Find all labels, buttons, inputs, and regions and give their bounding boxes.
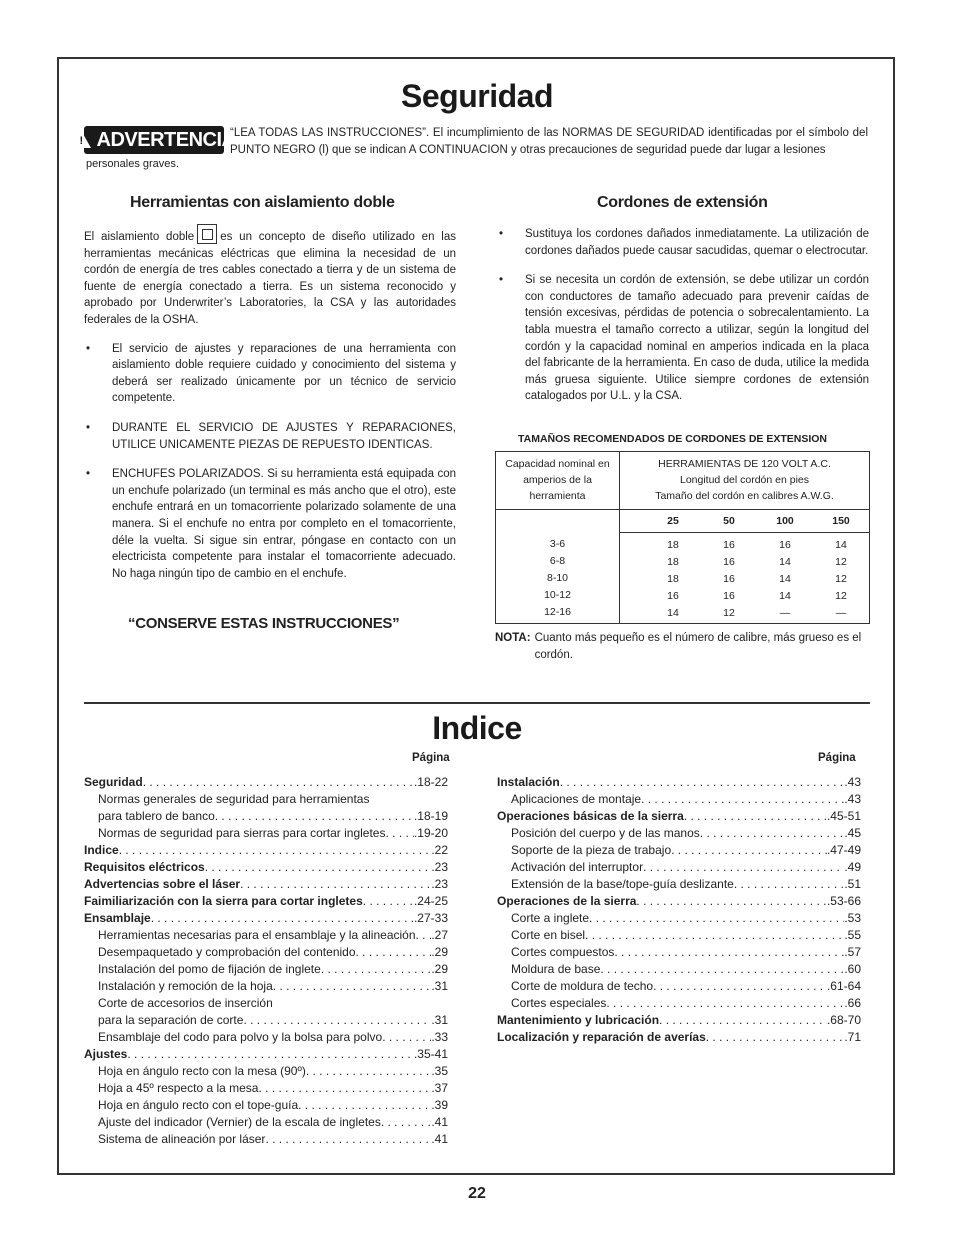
index-entry-label: Posición del cuerpo y de las manos	[511, 826, 700, 840]
index-entry-page: .39	[431, 1098, 448, 1112]
index-leader-dots	[643, 859, 844, 876]
index-leader-dots	[700, 825, 845, 842]
index-entry-page: .45-51	[826, 809, 861, 823]
table-row	[620, 588, 869, 605]
table-cell: 14	[779, 590, 791, 602]
doble-heading: Herramientas con aislamiento doble	[130, 194, 395, 211]
index-entry-label: Instalación y remoción de la hoja	[98, 979, 273, 993]
index-entry	[84, 995, 448, 1012]
length-header	[620, 452, 870, 510]
index-entry-page: .23	[431, 860, 448, 874]
index-leader-dots	[684, 808, 827, 825]
table-cell: 16	[723, 590, 735, 602]
header-line: Capacidad nominal en	[505, 458, 610, 470]
index-leader-dots	[671, 842, 827, 859]
index-entry-label: Cortes especiales	[511, 996, 607, 1010]
table-cell: —	[835, 607, 847, 619]
list-item: • ENCHUFES POLARIZADOS. Si su herramienta está equipada con un enchufe polarizado (un terminal es más ancho que el otro), este enchufe entrará en un tomacorriente polarizado solamente de una manera. Si el enchufe no entra por completo en el tomacorriente, déle la vuelta. Si sigue sin entrar, póngase en contacto con un electricista competente para instalar el tomacorriente adecuado. No haga ningún tipo de cambio en el enchufe.	[84, 466, 456, 582]
sizes-column	[620, 510, 870, 624]
index-entry-page: .57	[844, 945, 861, 959]
index-leader-dots	[706, 1029, 845, 1046]
index-entry-label: Ensamblaje del codo para polvo y la bolsa para polvo	[98, 1030, 383, 1044]
index-entry-label: Soporte de la pieza de trabajo	[511, 843, 672, 857]
index-leader-dots	[298, 1097, 431, 1114]
index-leader-dots	[363, 893, 414, 910]
index-entry-page: .23	[431, 877, 448, 891]
index-entry	[84, 978, 448, 995]
index-entry-label: Normas de seguridad para sierras para cortar ingletes	[98, 826, 386, 840]
index-entry-label: Hoja a 45º respecto a la mesa	[98, 1081, 259, 1095]
index-leader-dots	[606, 995, 844, 1012]
index-entry-label: Instalación del pomo de fijación de inglete	[98, 962, 321, 976]
index-entry-label: Extensión de la base/tope-guía deslizante	[511, 877, 734, 891]
amps-column	[496, 510, 620, 624]
index-leader-dots	[560, 774, 845, 791]
index-leader-dots	[265, 1131, 431, 1148]
index-entry	[497, 978, 861, 995]
index-entry-page: .66	[844, 996, 861, 1010]
cordones-bullets	[497, 226, 869, 405]
list-item: • Si se necesita un cordón de extensión, se debe utilizar un cordón con conductores de tamaño adecuado para prevenir caídas de tensión excesivas, pérdidas de potencia o sobrecalentamiento. La tabla muestra el tamaño correcto a utilizar, según la longitud del cordón y la capacidad nominal en amperios indicada en la placa del fabricante de la herramienta. En caso de duda, utilice la medida más gruesa siguiente. Utilice siempre cordones de extensión catalogados por U.L. y la CSA.	[497, 272, 869, 405]
index-entry	[497, 910, 861, 927]
header-line: Longitud del cordón en pies	[679, 474, 809, 486]
index-entry-label: Sistema de alineación por láser	[98, 1132, 266, 1146]
index-entry-page: .43	[844, 792, 861, 806]
index-entry-page: .29	[431, 945, 448, 959]
index-entry-label: Corte a inglete	[511, 911, 590, 925]
table-cell: 16	[723, 556, 735, 568]
table-cell: 12	[723, 607, 735, 619]
index-entry-label: Cortes compuestos	[511, 945, 615, 959]
table-cell: 14	[779, 556, 791, 568]
index-entry	[497, 859, 861, 876]
table-cell: 6-8	[549, 555, 566, 567]
nota	[495, 630, 871, 664]
table-cell: 12-16	[544, 606, 571, 618]
index-left-column	[84, 774, 448, 1148]
index-entry-page: .47-49	[826, 843, 861, 857]
nota-text: Cuanto más pequeño es el número de calibre, más grueso es el cordón.	[534, 632, 862, 661]
index-entry-label: Hoja en ángulo recto con el tope-guía	[98, 1098, 299, 1112]
table-row	[620, 605, 869, 622]
index-entry	[84, 1080, 448, 1097]
index-leader-dots	[653, 978, 827, 995]
index-leader-dots	[143, 774, 414, 791]
index-entry-label: Seguridad	[84, 775, 143, 789]
index-leader-dots	[273, 995, 448, 1012]
index-entry	[497, 808, 861, 825]
warning-triangle-icon: !	[73, 132, 91, 148]
index-entry-label: Operaciones de la sierra	[497, 894, 637, 908]
index-entry-page: .41	[431, 1132, 448, 1146]
index-entry	[84, 893, 448, 910]
index-leader-dots	[205, 859, 432, 876]
header-line: HERRAMIENTAS DE 120 VOLT A.C.	[658, 458, 831, 470]
cordones-heading: Cordones de extensión	[597, 194, 768, 211]
index-entry-page: .18-19	[413, 809, 448, 823]
index-entry-label: Ajustes	[84, 1047, 128, 1061]
table-row	[620, 554, 869, 571]
index-entry-page: .35	[431, 1064, 448, 1078]
index-entry-page: .53	[844, 911, 861, 925]
index-leader-dots	[382, 1029, 431, 1046]
index-entry-page: .18-22	[413, 775, 448, 789]
table-cell: 18	[667, 539, 679, 551]
index-entry	[84, 1097, 448, 1114]
warning-text-end: personales graves.	[86, 158, 179, 170]
index-entry-label: para tablero de banco	[98, 809, 215, 823]
list-item: • Sustituya los cordones dañados inmediatamente. La utilización de cordones dañados puede causar sacudidas, quemar o electrocutar.	[497, 226, 869, 259]
index-leader-dots	[385, 825, 413, 842]
header-line: Tamaño del cordón en calibres A.W.G.	[655, 490, 834, 502]
index-entry-page: .55	[844, 928, 861, 942]
doble-bullets	[84, 341, 456, 583]
index-entry	[84, 791, 448, 808]
index-leader-dots	[243, 1012, 431, 1029]
table-cell: —	[779, 607, 791, 619]
header-line: herramienta	[529, 490, 586, 502]
index-leader-dots	[240, 876, 431, 893]
index-entry	[84, 1131, 448, 1148]
index-entry-page: .22	[431, 843, 448, 857]
index-leader-dots	[659, 1012, 827, 1029]
table-cell: 12	[835, 590, 847, 602]
cordones-section	[497, 226, 869, 418]
index-entry-label: Herramientas necesarias para el ensamblaje y la alineación	[98, 928, 416, 942]
index-entry	[84, 910, 448, 927]
table-cell: 16	[779, 539, 791, 551]
index-leader-dots	[614, 944, 844, 961]
doble-section	[84, 224, 456, 595]
advertencia-badge	[79, 126, 236, 154]
index-entry-label: Moldura de base	[511, 962, 601, 976]
index-entry	[84, 842, 448, 859]
index-entry-page: .68-70	[826, 1013, 861, 1027]
pagina-label-right: Página	[818, 752, 856, 764]
index-entry	[497, 876, 861, 893]
index-entry	[497, 1012, 861, 1029]
pagina-label-left: Página	[412, 752, 450, 764]
index-entry-label: Corte de moldura de techo	[511, 979, 654, 993]
index-entry-label: Operaciones básicas de la sierra	[497, 809, 684, 823]
index-leader-dots	[416, 927, 432, 944]
table-title: TAMAÑOS RECOMENDADOS DE CORDONES DE EXTENSION	[518, 433, 827, 445]
table-row	[620, 571, 869, 588]
header-line: amperios de la	[523, 474, 592, 486]
conserve-heading: “CONSERVE ESTAS INSTRUCCIONES”	[128, 615, 400, 632]
index-entry	[84, 825, 448, 842]
table-cell: 16	[723, 573, 735, 585]
index-entry	[84, 774, 448, 791]
index-entry-page: .51	[844, 877, 861, 891]
sizes-rows	[620, 533, 869, 622]
doble-intro-b: es un concepto de diseño utilizado en las herramientas mecánicas eléctricas que elimina la necesidad de un cordón de energía de tres cables conectado a tierra y de un sistema de fuente de energía conectado a tierra. Es un sistema reconocido y aprobado por Underwriter’s Laboratories, la CSA y las autoridades federales de la OSHA.	[84, 231, 457, 326]
index-entry-page: .35-41	[413, 1047, 448, 1061]
index-entry-page: .31	[431, 1013, 448, 1027]
index-entry	[84, 961, 448, 978]
index-entry-label: Ajuste del indicador (Vernier) de la escala de ingletes	[98, 1115, 381, 1129]
index-entry	[497, 927, 861, 944]
index-entry	[497, 995, 861, 1012]
table-cell: 14	[779, 573, 791, 585]
index-entry-label: Mantenimiento y lubricación	[497, 1013, 660, 1027]
index-entry-label: Faimiliarización con la sierra para cortar ingletes	[84, 894, 363, 908]
index-leader-dots	[151, 910, 414, 927]
table-cell: 150	[832, 515, 850, 527]
index-entry	[497, 774, 861, 791]
index-entry-page: .43	[844, 775, 861, 789]
table-cell: 14	[835, 539, 847, 551]
index-entry-page: .37	[431, 1081, 448, 1095]
index-entry-page: .27-33	[413, 911, 448, 925]
index-entry-label: Hoja en ángulo recto con la mesa (90º)	[98, 1064, 306, 1078]
index-entry-label: Advertencias sobre el láser	[84, 877, 241, 891]
index-entry-label: Requisitos eléctricos	[84, 860, 205, 874]
index-entry-label: Normas generales de seguridad para herramientas	[98, 792, 370, 806]
index-entry	[84, 876, 448, 893]
index-leader-dots	[641, 791, 844, 808]
table-cell: 12	[835, 573, 847, 585]
index-entry	[497, 842, 861, 859]
index-entry	[84, 859, 448, 876]
index-entry	[84, 808, 448, 825]
index-entry	[84, 944, 448, 961]
cord-table	[495, 451, 870, 624]
index-entry-page: .27	[431, 928, 448, 942]
badge-label: ADVERTENCIA	[96, 128, 236, 151]
index-entry-page: .71	[844, 1030, 861, 1044]
index-leader-dots	[585, 927, 844, 944]
index-leader-dots	[119, 842, 432, 859]
index-entry-page: .60	[844, 962, 861, 976]
table-cell: 18	[667, 573, 679, 585]
index-entry-label: Localización y reparación de averías	[497, 1030, 706, 1044]
table-row	[620, 537, 869, 554]
index-entry-label: Corte en bisel	[511, 928, 586, 942]
doble-intro-a: El aislamiento doble	[84, 231, 195, 243]
seguridad-title: Seguridad	[401, 78, 553, 114]
index-entry	[497, 1029, 861, 1046]
index-entry-page: .61-64	[826, 979, 861, 993]
index-leader-dots	[215, 808, 414, 825]
index-leader-dots	[258, 1080, 431, 1097]
index-entry-label: Indice	[84, 843, 119, 857]
index-entry-page: .29	[431, 962, 448, 976]
page-number: 22	[468, 1185, 486, 1202]
table-cell: 18	[667, 556, 679, 568]
index-entry	[497, 961, 861, 978]
index-entry-label: Activación del interruptor	[511, 860, 644, 874]
indice-title: Indice	[432, 710, 522, 746]
index-entry	[84, 1046, 448, 1063]
index-entry-page: .33	[431, 1030, 448, 1044]
amps-header	[496, 452, 620, 510]
index-leader-dots	[273, 978, 432, 995]
index-entry-label: Aplicaciones de montaje	[511, 792, 642, 806]
index-entry	[497, 893, 861, 910]
index-leader-dots	[369, 791, 448, 808]
index-leader-dots	[306, 1063, 431, 1080]
divider	[84, 702, 870, 704]
table-cell: 14	[667, 607, 679, 619]
index-entry-label: Ensamblaje	[84, 911, 151, 925]
table-cell: 16	[723, 539, 735, 551]
table-cell: 12	[835, 556, 847, 568]
index-entry-label: Desempaquetado y comprobación del contenido	[98, 945, 356, 959]
index-leader-dots	[356, 944, 432, 961]
table-cell: 10-12	[544, 589, 571, 601]
index-entry	[84, 1029, 448, 1046]
index-entry-page: .41	[431, 1115, 448, 1129]
index-entry	[84, 1063, 448, 1080]
index-entry	[497, 944, 861, 961]
doble-intro	[84, 224, 456, 329]
index-entry	[84, 1012, 448, 1029]
index-leader-dots	[321, 961, 431, 978]
table-cell: 25	[667, 515, 679, 527]
double-insulation-icon	[197, 224, 217, 244]
table-cell: 8-10	[546, 572, 568, 584]
index-entry-page: .19-20	[413, 826, 448, 840]
table-cell: 50	[723, 515, 735, 527]
index-entry-page: .31	[431, 979, 448, 993]
index-entry-label: Corte de accesorios de inserción	[98, 996, 273, 1010]
index-leader-dots	[589, 910, 844, 927]
index-leader-dots	[600, 961, 844, 978]
index-entry-label: para la separación de corte	[98, 1013, 244, 1027]
table-cell: 16	[667, 590, 679, 602]
index-entry	[497, 825, 861, 842]
index-entry-page: .49	[844, 860, 861, 874]
index-leader-dots	[381, 1114, 431, 1131]
index-leader-dots	[734, 876, 844, 893]
index-entry	[497, 791, 861, 808]
warning-text: “LEA TODAS LAS INSTRUCCIONES”. El incumplimiento de las NORMAS DE SEGURIDAD identificadas por el símbolo del PUNTO NEGRO (l) que se indican A CONTINUACION y otras precauciones de seguridad puede dar lugar a lesiones	[230, 127, 868, 156]
index-leader-dots	[127, 1046, 414, 1063]
index-leader-dots	[636, 893, 827, 910]
index-entry-label: Instalación	[497, 775, 560, 789]
index-entry-page: .24-25	[413, 894, 448, 908]
nota-label: NOTA:	[495, 632, 531, 644]
index-right-column	[497, 774, 861, 1046]
list-item: • DURANTE EL SERVICIO DE AJUSTES Y REPARACIONES, UTILICE UNICAMENTE PIEZAS DE REPUESTO IDENTICAS.	[84, 420, 456, 453]
index-entry	[84, 1114, 448, 1131]
index-entry-page: .53-66	[826, 894, 861, 908]
index-entry	[84, 927, 448, 944]
length-row	[620, 510, 869, 533]
table-cell: 100	[776, 515, 794, 527]
list-item: • El servicio de ajustes y reparaciones de una herramienta con aislamiento doble requiere cuidado y conocimiento del sistema y deberá ser realizado únicamente por un técnico de servicio competente.	[84, 341, 456, 407]
index-entry-page: .45	[844, 826, 861, 840]
table-cell: 3-6	[549, 538, 566, 550]
